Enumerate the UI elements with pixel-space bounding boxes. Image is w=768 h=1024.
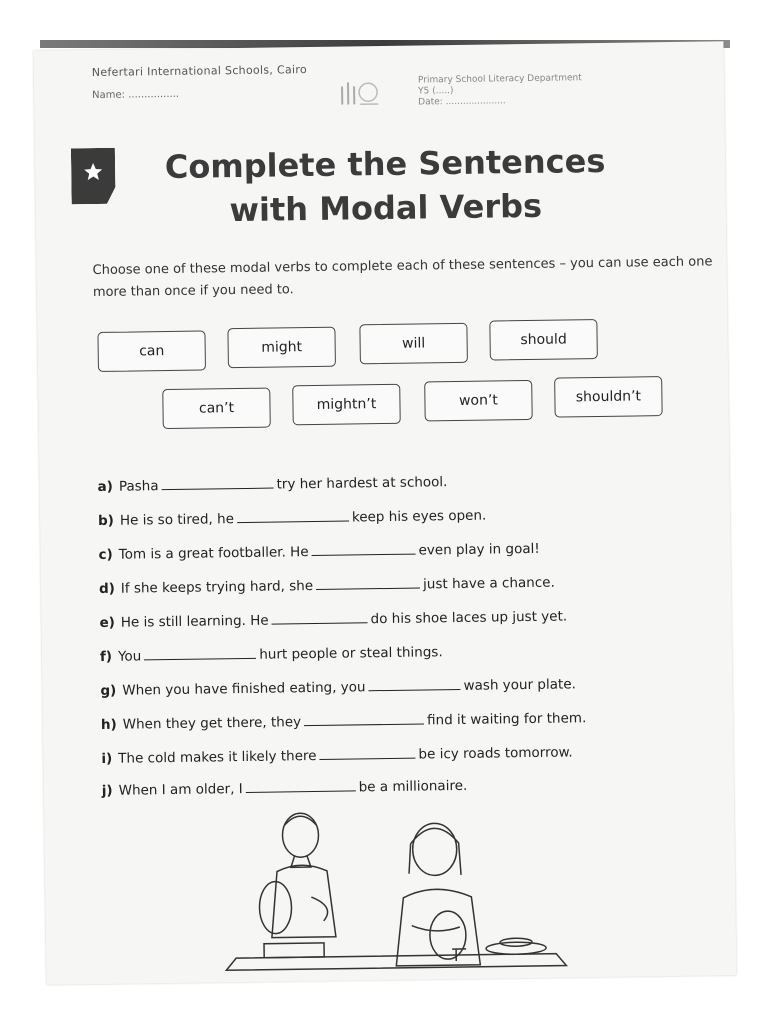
page-title <box>135 138 636 233</box>
question-after: try her hardest at school. <box>276 474 448 493</box>
question-label: e) <box>99 614 115 631</box>
question-label: h) <box>100 716 117 733</box>
question-b <box>98 507 486 529</box>
question-after: find it waiting for them. <box>426 710 587 729</box>
worksheet-page <box>34 41 737 985</box>
question-before: Pasha <box>118 478 159 495</box>
question-label: b) <box>97 512 115 530</box>
girl-figure <box>394 823 480 966</box>
answer-blank[interactable] <box>304 711 424 726</box>
name-field: Name: ................ <box>92 88 180 102</box>
boy-figure <box>258 813 336 938</box>
question-before: Tom is a great footballer. He <box>118 544 309 563</box>
word-box-might: might <box>227 327 336 369</box>
question-label: f) <box>99 648 113 665</box>
question-label: a) <box>97 478 114 496</box>
word-box-shouldnt: shouldn’t <box>554 376 663 418</box>
word-box-wont: won’t <box>424 380 533 422</box>
question-before: When they get there, they <box>122 714 302 733</box>
question-label: i) <box>101 750 113 767</box>
question-after: just have a chance. <box>422 574 555 593</box>
question-label: g) <box>100 682 117 699</box>
question-d <box>99 574 555 597</box>
answer-blank[interactable] <box>368 677 460 691</box>
question-c <box>98 540 539 563</box>
question-a <box>97 473 447 495</box>
question-after: wash your plate. <box>463 676 576 694</box>
answer-blank[interactable] <box>237 509 349 524</box>
question-before: When you have finished eating, you <box>122 679 366 699</box>
answer-blank[interactable] <box>316 576 420 590</box>
question-g <box>100 675 576 699</box>
word-box-cant: can’t <box>162 388 271 430</box>
answer-blank[interactable] <box>311 542 415 556</box>
question-before: You <box>117 648 142 665</box>
word-box-should: should <box>489 319 598 361</box>
school-logo-icon <box>334 74 384 111</box>
question-h <box>101 709 587 733</box>
word-box-can: can <box>97 330 206 372</box>
answer-blank[interactable] <box>319 746 415 760</box>
question-label: d) <box>98 580 115 597</box>
question-after: be icy roads tomorrow. <box>418 744 573 763</box>
question-f <box>100 643 443 665</box>
answer-blank[interactable] <box>144 646 256 661</box>
question-after: keep his eyes open. <box>351 507 487 526</box>
question-before: The cold makes it likely there <box>118 747 317 767</box>
title-line-2: with Modal Verbs <box>229 186 543 230</box>
question-after: hurt people or steal things. <box>259 644 443 663</box>
answer-blank[interactable] <box>161 476 273 491</box>
question-before: If she keeps trying hard, she <box>120 578 314 597</box>
question-after: do his shoe laces up just yet. <box>370 608 568 628</box>
title-banner <box>71 148 116 205</box>
department-name: Primary School Literacy Department <box>417 73 582 86</box>
question-label: j) <box>101 782 113 799</box>
department-block <box>418 73 582 108</box>
question-after: be a millionaire. <box>358 777 468 796</box>
question-after: even play in goal! <box>418 540 540 559</box>
question-label: c) <box>98 546 113 564</box>
school-name: Nefertari International Schools, Cairo <box>91 63 308 80</box>
question-e <box>99 607 567 631</box>
answer-blank[interactable] <box>272 610 368 624</box>
word-box-mightnt: mightn’t <box>292 384 401 426</box>
question-before: He is so tired, he <box>119 511 235 529</box>
date-field: Date: ..................... <box>418 96 506 108</box>
question-i <box>101 743 573 767</box>
washing-dishes-illustration <box>214 783 577 978</box>
instructions: Choose one of these modal verbs to complete each of these sentences – you can use each one more than once if you need to. <box>92 254 713 301</box>
year-group: Y5 (.....) <box>418 86 454 97</box>
question-before: He is still learning. He <box>120 612 269 631</box>
title-line-1: Complete the Sentences <box>164 141 606 187</box>
question-before: When I am older, I <box>118 781 243 799</box>
word-box-will: will <box>359 323 468 365</box>
star-icon <box>83 162 103 182</box>
